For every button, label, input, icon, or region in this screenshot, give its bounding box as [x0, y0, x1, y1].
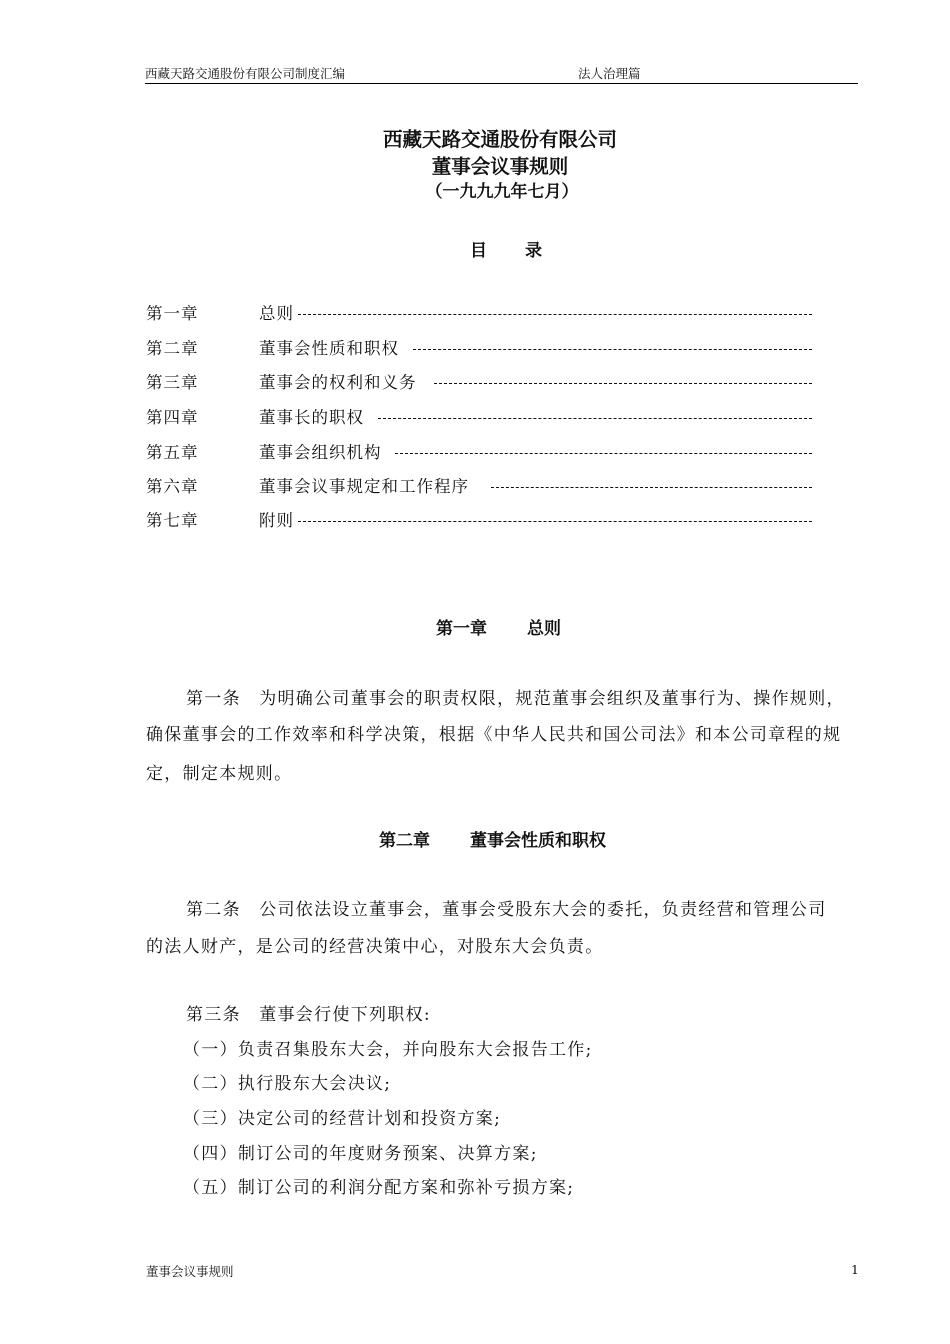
toc-chapter: 第一章 [146, 304, 199, 323]
toc-leader [395, 453, 812, 454]
toc-title: 董事会议事规定和工作程序 [259, 477, 469, 496]
article-3-item: （五）制订公司的利润分配方案和弥补亏损方案; [183, 1178, 575, 1198]
header-left-text: 西藏天路交通股份有限公司制度汇编 [145, 66, 346, 81]
toc-chapter: 第三章 [146, 373, 199, 392]
header-right-text: 法人治理篇 [578, 66, 641, 81]
article-1-line-2: 确保董事会的工作效率和科学决策，根据《中华人民共和国公司法》和本公司章程的规 [146, 725, 842, 745]
document-date [2, 177, 950, 202]
toc-leader [298, 521, 812, 522]
article-3-item: （四）制订公司的年度财务预案、决算方案; [183, 1144, 538, 1164]
toc-title: 董事会组织机构 [259, 443, 382, 462]
chapter-2-heading [379, 826, 606, 851]
article-3-item: （二）执行股东大会决议; [183, 1074, 392, 1094]
company-title [0, 124, 950, 152]
toc-heading-a: 目 [470, 241, 487, 261]
toc-chapter: 第二章 [146, 339, 199, 358]
toc-title: 董事长的职权 [259, 408, 364, 427]
toc-title: 总则 [259, 304, 294, 323]
chapter-1-heading [436, 614, 561, 639]
toc-chapter: 第四章 [146, 408, 199, 427]
chapter-2-name: 董事会性质和职权 [470, 831, 606, 851]
article-3-item: （一）负责召集股东大会，并向股东大会报告工作; [183, 1040, 593, 1060]
document-title-text: 董事会议事规则 [431, 155, 569, 178]
article-3-intro: 第三条 董事会行使下列职权: [186, 1005, 431, 1025]
article-3-item: （三）决定公司的经营计划和投资方案; [183, 1109, 502, 1129]
toc-leader [298, 314, 812, 315]
article-1-line-1: 第一条 为明确公司董事会的职责权限，规范董事会组织及董事行为、操作规则， [186, 689, 845, 709]
toc-chapter: 第六章 [146, 477, 199, 496]
company-title-text: 西藏天路交通股份有限公司 [382, 128, 617, 151]
toc-leader [378, 418, 812, 419]
toc-chapter: 第七章 [146, 511, 199, 530]
toc-leader [434, 383, 812, 384]
toc-heading [470, 236, 542, 261]
toc-chapter: 第五章 [146, 443, 199, 462]
page-number: 1 [851, 1262, 859, 1277]
footer-title: 董事会议事规则 [146, 1264, 234, 1279]
toc-leader [491, 487, 812, 488]
article-2-line-1: 第二条 公司依法设立董事会，董事会受股东大会的委托，负责经营和管理公司 [186, 900, 827, 920]
chapter-1-name: 总则 [527, 619, 561, 639]
chapter-1-num: 第一章 [436, 619, 487, 639]
page-header [145, 66, 858, 84]
article-1-line-3: 定，制定本规则。 [146, 764, 293, 784]
document-title [0, 151, 950, 179]
toc-title: 附则 [259, 511, 294, 530]
article-2-line-2: 的法人财产，是公司的经营决策中心，对股东大会负责。 [146, 937, 604, 957]
toc-leader [413, 349, 812, 350]
toc-title: 董事会的权利和义务 [259, 373, 417, 392]
toc-title: 董事会性质和职权 [259, 339, 399, 358]
toc-heading-b: 录 [525, 241, 542, 261]
document-date-text: （一九九九年七月） [425, 182, 579, 202]
chapter-2-num: 第二章 [379, 831, 430, 851]
